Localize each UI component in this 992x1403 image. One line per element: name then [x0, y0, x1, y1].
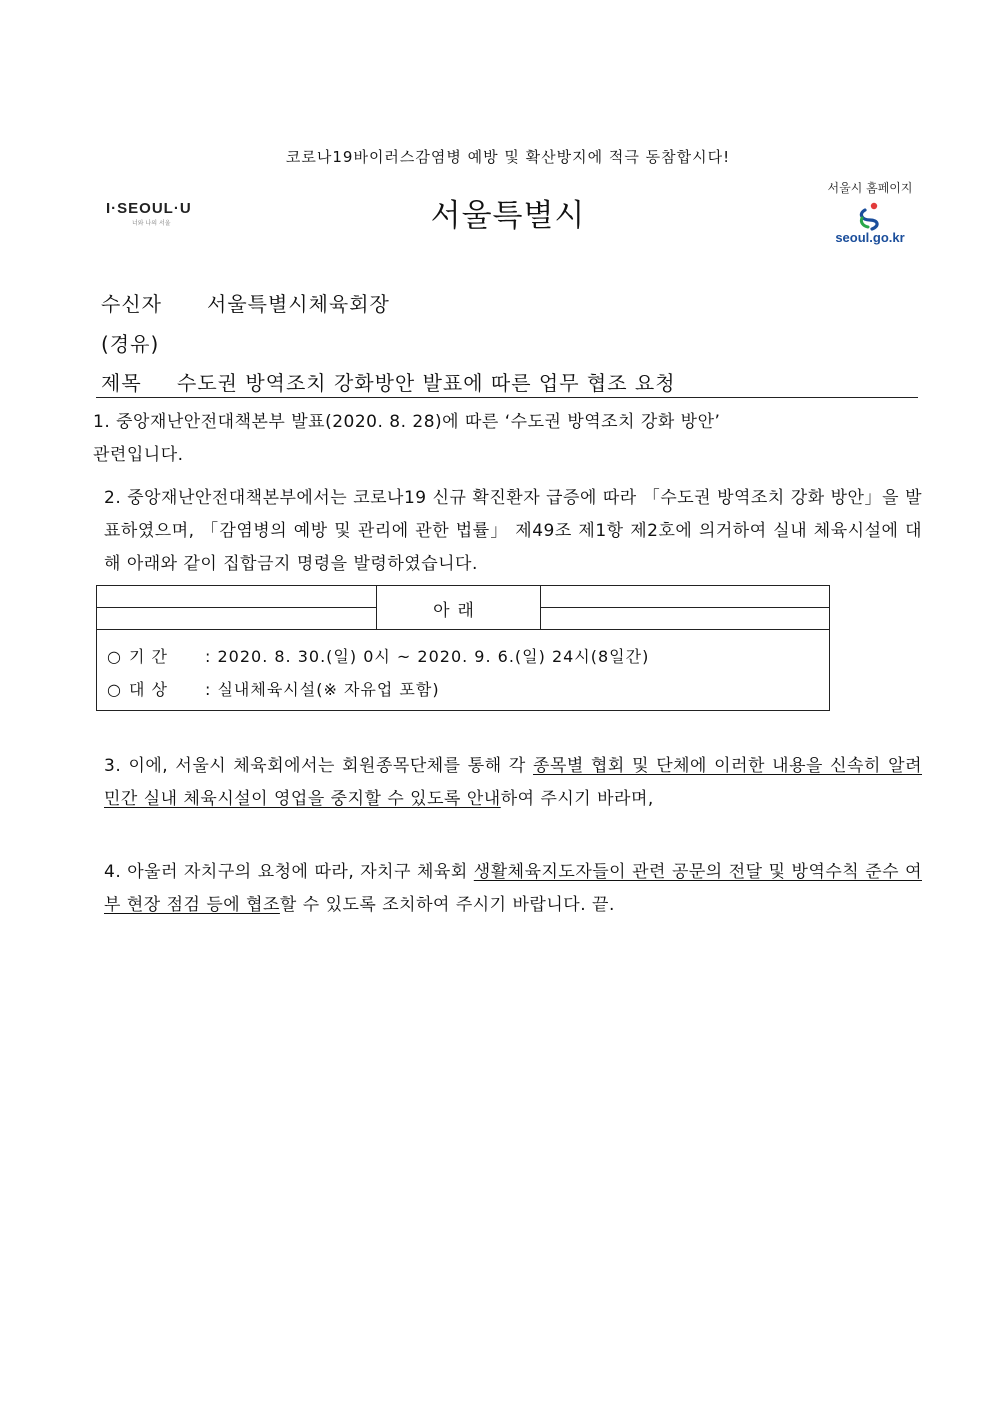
paragraph-4-underlined: 생활체육지도자들이 관련 공문의 전달 및 방역수칙 준수 여부 현장 점검 등에 협조	[104, 862, 922, 915]
notice-title-divider-right	[540, 586, 541, 629]
notice-title-rule-left-top	[97, 607, 376, 608]
paragraph-1-line-1: 1. 중앙재난안전대책본부 발표(2020. 8. 28)에 따른 ‘수도권 방역조치 강화 방안’	[93, 412, 721, 432]
recipient-label: 수신자	[101, 292, 162, 316]
notice-item-value: : 실내체육시설(※ 자유업 포함)	[205, 680, 440, 699]
organization-title: 서울특별시	[430, 198, 586, 234]
paragraph-1-line-2: 관련입니다.	[93, 445, 184, 465]
notice-title-rule-right-top	[540, 607, 829, 608]
notice-title: 아래	[433, 601, 482, 621]
via-line	[101, 328, 159, 357]
paragraph-4	[104, 856, 922, 922]
paragraph-4-text-a: 4. 아울러 자치구의 요청에 따라, 자치구 체육회	[104, 862, 474, 882]
subject-line	[101, 367, 676, 396]
paragraph-3	[104, 750, 922, 816]
subject-label: 제목	[101, 371, 142, 395]
notice-item-key: 기 간	[129, 647, 168, 666]
logo-brand-text: I·SEOUL·U	[106, 200, 192, 217]
recipient-line	[101, 288, 390, 317]
notice-item-key: 대 상	[129, 680, 168, 699]
notice-item-target	[107, 677, 440, 700]
notice-header-rule	[97, 629, 829, 630]
homepage-url: seoul.go.kr	[835, 230, 905, 245]
homepage-caption: 서울시 홈페이지	[827, 181, 913, 195]
notice-item-value: : 2020. 8. 30.(일) 0시 ~ 2020. 9. 6.(일) 24시(8일간)	[205, 647, 650, 666]
paragraph-3-text-a: 3. 이에, 서울시 체육회에서는 회원종목단체를 통해 각	[104, 756, 534, 776]
seoul-homepage-logo	[820, 179, 920, 245]
notice-item-period	[107, 644, 649, 667]
campaign-slogan: 코로나19바이러스감염병 예방 및 확산방지에 적극 동참합시다!	[285, 148, 731, 166]
closing-mark: 끝.	[592, 895, 615, 915]
subject-divider	[96, 397, 918, 398]
paragraph-1	[93, 406, 893, 472]
paragraph-3-text-b: 하여 주시기 바라며,	[500, 789, 654, 809]
bullet-circle-icon: ○	[107, 680, 122, 699]
paragraph-4-text-b: 할 수 있도록 조치하여 주시기 바랍니다.	[279, 895, 587, 915]
paragraph-3-underlined: 종목별 협회 및 단체에 이러한 내용을 신속히 알려 민간 실내 체육시설이 영업을 중지할 수 있도록 안내	[104, 756, 922, 809]
logo-tagline: 너와 나의 서울	[132, 220, 171, 227]
notice-box	[96, 585, 830, 711]
seoul-emblem-icon	[852, 200, 888, 232]
paragraph-2: 2. 중앙재난안전대책본부에서는 코로나19 신규 확진환자 급증에 따라 「수도권 방역조치 강화 방안」을 발표하였으며, 「감염병의 예방 및 관리에 관한 법률」 제49조 제1항 제2호에 의거하여 실내 체육시설에 대해 아래와 같이 집합금지 명령을 발령하였습니다.	[104, 488, 922, 574]
recipient-value: 서울특별시체육회장	[207, 292, 390, 316]
via-label: (경유)	[101, 332, 160, 356]
bullet-circle-icon: ○	[107, 647, 122, 666]
subject-value: 수도권 방역조치 강화방안 발표에 따른 업무 협조 요청	[177, 371, 676, 395]
